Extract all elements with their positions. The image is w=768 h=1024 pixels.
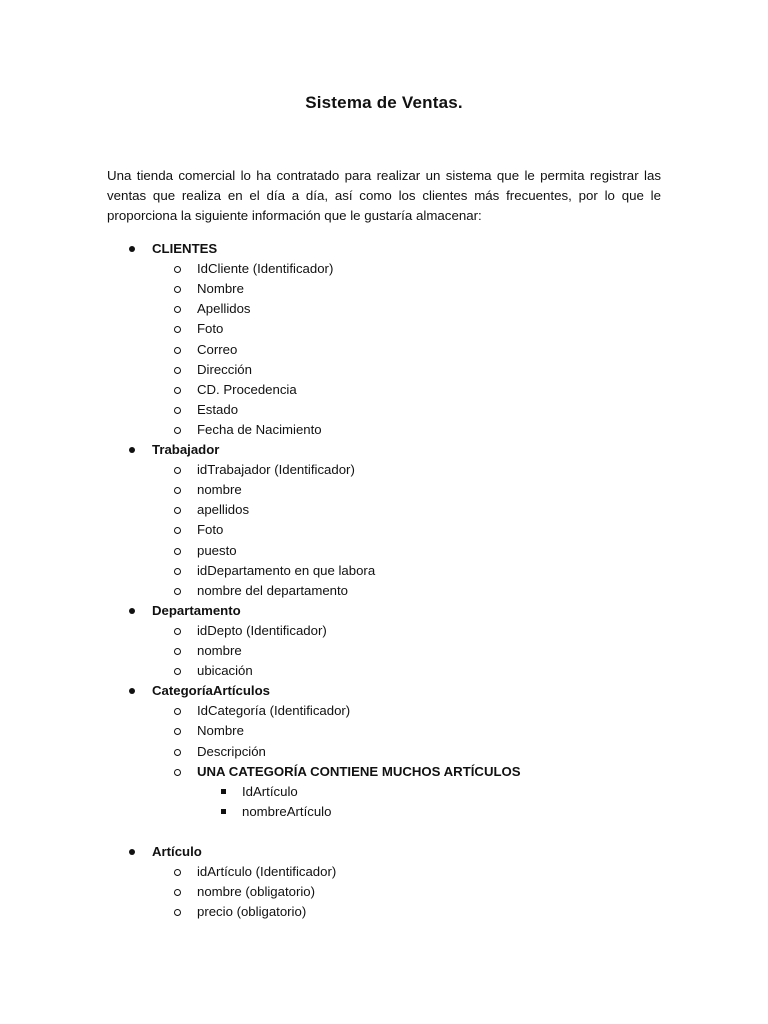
bullet-square-icon: [221, 789, 226, 794]
bullet-circle-icon: [174, 648, 181, 655]
list-item-label: apellidos: [197, 502, 250, 518]
list-item-label: precio (obligatorio): [197, 904, 307, 920]
list-item-label: Dirección: [197, 361, 252, 377]
list-item-label: nombre del departamento: [197, 582, 349, 598]
list-item-label: IdCliente (Identificador): [197, 261, 334, 277]
bullet-circle-icon: [174, 306, 181, 313]
bullet-circle-icon: [174, 588, 181, 595]
bullet-circle-icon: [174, 266, 181, 273]
bullet-circle-icon: [174, 889, 181, 896]
list-item-label: idTrabajador (Identificador): [197, 462, 355, 478]
bullet-circle-icon: [174, 487, 181, 494]
section-heading-clientes-label: CLIENTES: [152, 241, 218, 256]
bullet-circle-icon: [174, 507, 181, 514]
bullet-circle-icon: [174, 387, 181, 394]
list-item-label: Apellidos: [197, 301, 251, 317]
intro-paragraph: Una tienda comercial lo ha contratado para realizar un sistema que le permita registrar las ventas que realiza en el día a día, así como los clientes más frecuentes, por lo que le proporciona la siguiente información que le gustaría almacenar:: [107, 168, 661, 223]
bullet-circle-icon: [174, 568, 181, 575]
list-item-label: ubicación: [197, 663, 253, 679]
bullet-circle-icon: [174, 467, 181, 474]
list-item-label: idDepto (Identificador): [197, 622, 327, 638]
bullet-circle-icon: [174, 286, 181, 293]
list-item-label: Fecha de Nacimiento: [197, 421, 322, 437]
bullet-circle-icon: [174, 909, 181, 916]
bullet-circle-icon: [174, 427, 181, 434]
section-heading-departamento-label: Departamento: [152, 602, 241, 618]
bullet-dot-icon: [129, 246, 135, 252]
list-item-label: idDepartamento en que labora: [197, 562, 376, 578]
bullet-circle-icon: [174, 749, 181, 756]
bullet-circle-icon: [174, 347, 181, 354]
bullet-circle-icon: [174, 728, 181, 735]
section-heading-categoria-label: CategoríaArtículos: [152, 683, 270, 699]
bullet-circle-icon: [174, 668, 181, 675]
section-heading-trabajador-label: Trabajador: [152, 442, 220, 457]
list-item-label: Nombre: [197, 723, 244, 739]
list-item-label: Descripción: [197, 743, 266, 759]
list-item-label: puesto: [197, 542, 237, 558]
list-item-label: UNA CATEGORÍA CONTIENE MUCHOS ARTÍCULOS: [197, 763, 521, 779]
sub-list-item-label: nombreArtículo: [242, 803, 332, 819]
bullet-dot-icon: [129, 688, 135, 694]
list-item-label: Foto: [197, 321, 224, 337]
bullet-dot-icon: [129, 849, 135, 855]
bullet-circle-icon: [174, 326, 181, 333]
bullet-square-icon: [221, 809, 226, 814]
bullet-dot-icon: [129, 447, 135, 453]
bullet-dot-icon: [129, 608, 135, 614]
list-item-label: Estado: [197, 401, 239, 417]
list-item-label: Nombre: [197, 281, 244, 297]
list-item-label: Correo: [197, 341, 238, 357]
list-item-label: nombre (obligatorio): [197, 884, 316, 900]
bullet-circle-icon: [174, 527, 181, 534]
list-item-label: idArtículo (Identificador): [197, 864, 337, 879]
bullet-circle-icon: [174, 407, 181, 414]
bullet-circle-icon: [174, 869, 181, 876]
document-title: Sistema de Ventas.: [305, 93, 463, 112]
bullet-circle-icon: [174, 708, 181, 715]
list-item-label: nombre: [197, 643, 242, 658]
list-item-label: CD. Procedencia: [197, 381, 297, 397]
bullet-circle-icon: [174, 367, 181, 374]
bullet-circle-icon: [174, 548, 181, 555]
list-item-label: Foto: [197, 522, 224, 538]
bullet-circle-icon: [174, 769, 181, 776]
sub-list-item-label: IdArtículo: [242, 783, 298, 799]
section-heading-articulo-label: Artículo: [152, 843, 202, 859]
list-item-label: IdCategoría (Identificador): [197, 703, 351, 719]
list-item-label: nombre: [197, 482, 242, 498]
bullet-circle-icon: [174, 628, 181, 635]
